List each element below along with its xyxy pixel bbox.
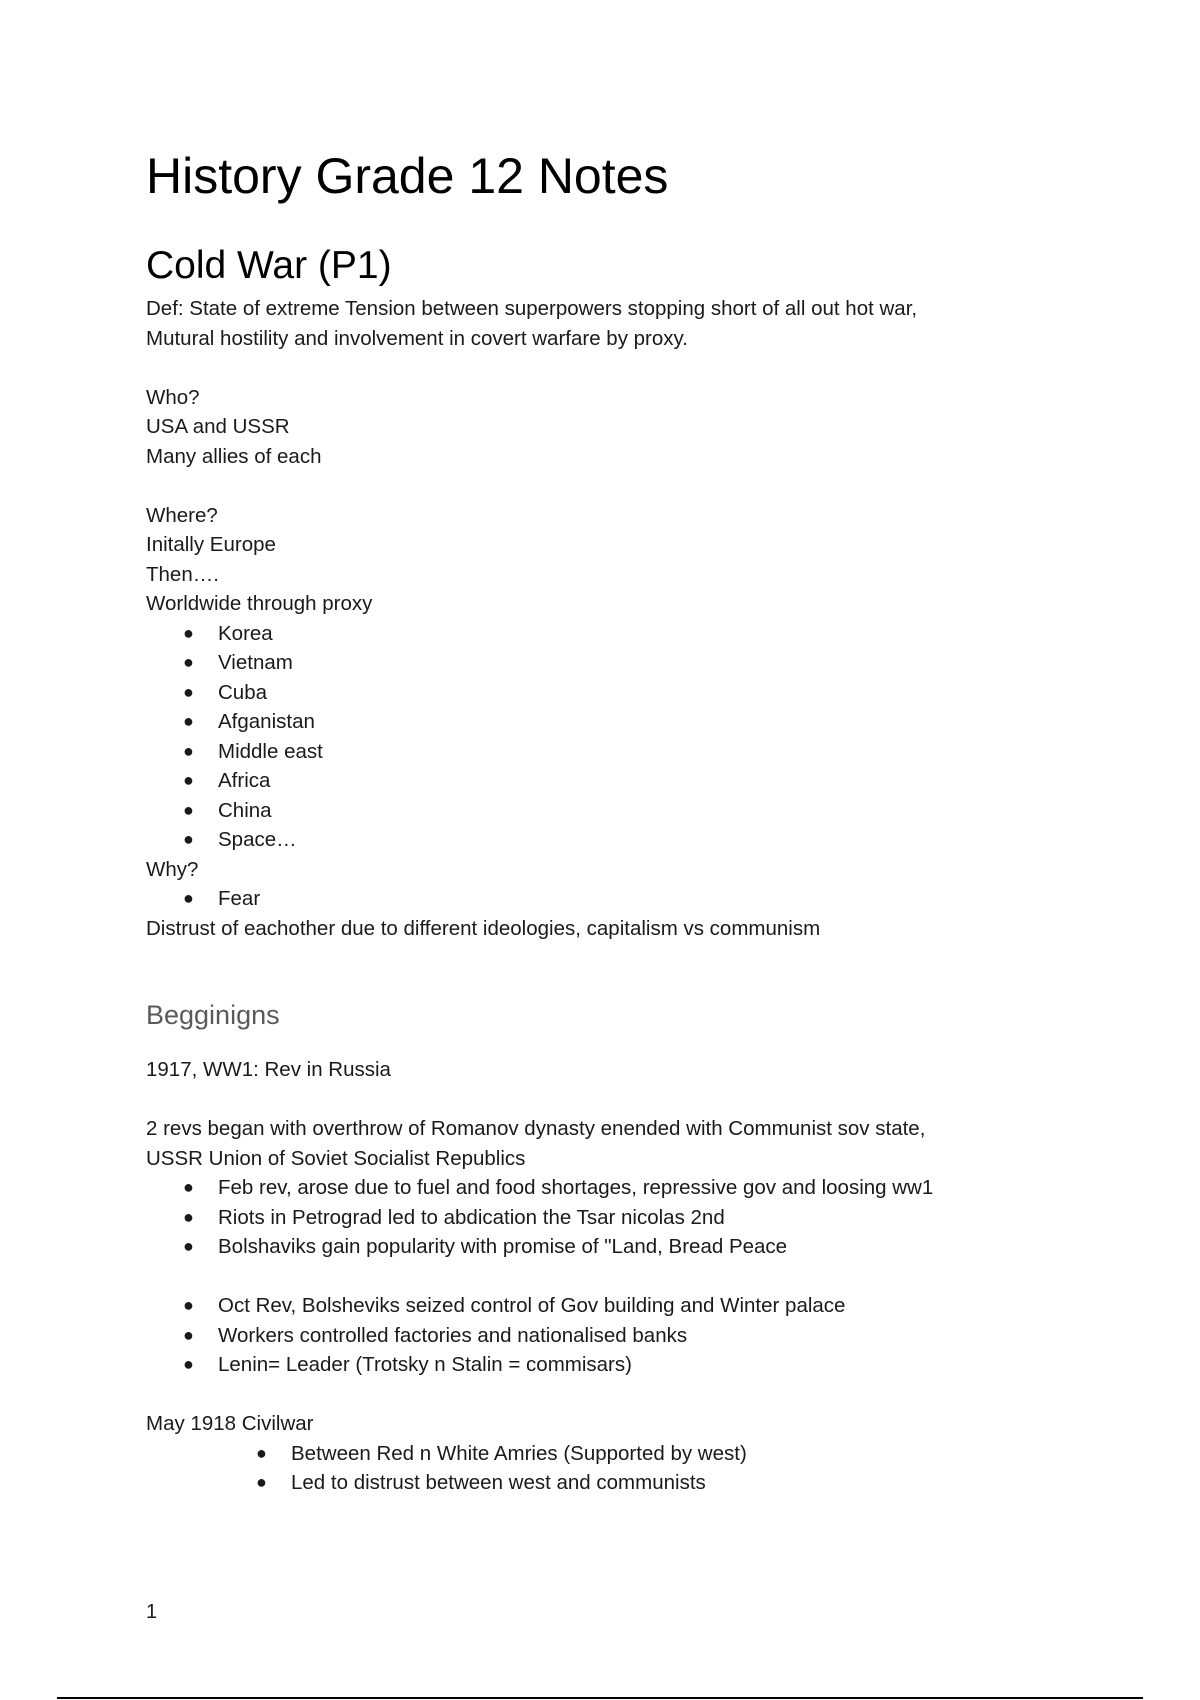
list-item-text: Oct Rev, Bolsheviks seized control of Gov building and Winter palace [218,1294,846,1317]
list-item [146,1232,1046,1262]
spacer [146,1262,1046,1292]
bullet-icon: ● [183,711,194,731]
list-item [146,766,1046,796]
revolutions-line: USSR Union of Soviet Socialist Republics [146,1146,526,1170]
where-line: Worldwide through proxy [146,592,373,615]
civil-war-line: May 1918 Civilwar [146,1412,314,1435]
bullet-icon: ● [256,1442,267,1463]
who-question: Who? [146,385,200,409]
revolutions-line: 2 revs began with overthrow of Romanov dynasty enended with Communist sov state, [146,1117,926,1140]
list-item-text: Workers controlled factories and nationalised banks [218,1323,688,1347]
list-item-text: Vietnam [218,651,293,674]
bullet-icon: ● [183,1295,194,1315]
why-line: Distrust of eachother due to different ideologies, capitalism vs communism [146,916,821,940]
bullet-icon: ● [183,799,194,820]
list-item-text: Middle east [218,739,323,763]
list-item [146,707,1046,737]
list-item-text: Korea [218,621,273,645]
list-item-text: Between Red n White Amries (Supported by west) [291,1441,747,1465]
page-number: 1 [146,1601,158,1623]
list-item-text: China [218,798,272,822]
bullet-icon: ● [183,770,194,790]
list-item [146,884,1046,914]
document-title: History Grade 12 Notes [146,148,669,204]
bullet-icon: ● [183,1177,194,1197]
list-item [146,825,1046,855]
list-item [146,1468,1046,1498]
where-line: Then…. [146,562,219,586]
list-item-text: Space… [218,828,297,851]
bullet-icon: ● [183,888,194,908]
list-item [146,1291,1046,1321]
list-item [146,678,1046,708]
spacer [146,1085,1046,1115]
oct-revolution-list [146,1291,1046,1380]
list-item [146,619,1046,649]
bullet-icon: ● [183,829,194,849]
bullet-icon: ● [183,740,194,761]
spacer [146,471,1046,501]
bullet-icon: ● [256,1472,267,1492]
spacer [146,1380,1046,1410]
list-item [146,796,1046,826]
list-item [146,1321,1046,1351]
where-question: Where? [146,503,218,527]
who-line: Many allies of each [146,444,322,468]
bullet-icon: ● [183,1236,194,1256]
page-bottom-rule [57,1697,1143,1699]
bullet-icon: ● [183,1354,194,1374]
list-item-text: Fear [218,887,261,910]
why-list [146,884,1046,914]
spacer [146,943,1046,995]
event-line: 1917, WW1: Rev in Russia [146,1058,391,1081]
definition-line: Mutural hostility and involvement in covert warfare by proxy. [146,326,688,350]
list-item [146,1439,1046,1469]
feb-revolution-list [146,1173,1046,1262]
bullet-icon: ● [183,652,194,672]
bullet-icon: ● [183,681,194,702]
places-list [146,619,1046,855]
list-item-text: Riots in Petrograd led to abdication the Tsar nicolas 2nd [218,1205,725,1229]
list-item-text: Led to distrust between west and communists [291,1471,706,1494]
subsection-heading-beginnings: Begginigns [146,1000,280,1030]
section-heading-cold-war: Cold War (P1) [146,244,392,287]
spacer [146,353,1046,383]
bullet-icon: ● [183,1206,194,1227]
list-item-text: Feb rev, arose due to fuel and food shortages, repressive gov and loosing ww1 [218,1176,934,1199]
definition-line: Def: State of extreme Tension between superpowers stopping short of all out hot war, [146,297,918,320]
who-line: USA and USSR [146,415,290,438]
list-item [146,648,1046,678]
list-item [146,1173,1046,1203]
list-item [146,737,1046,767]
list-item-text: Bolshaviks gain popularity with promise of "Land, Bread Peace [218,1235,788,1258]
list-item [146,1350,1046,1380]
why-question: Why? [146,857,199,881]
where-line: Initally Europe [146,533,276,556]
document-content [146,140,1046,1498]
list-item-text: Africa [218,769,271,792]
list-item-text: Lenin= Leader (Trotsky n Stalin = commisars) [218,1353,632,1376]
bullet-icon: ● [183,1324,194,1345]
spacer [146,1035,1046,1055]
bullet-icon: ● [183,622,194,643]
list-item [146,1203,1046,1233]
list-item-text: Cuba [218,680,268,704]
list-item-text: Afganistan [218,710,315,733]
civil-war-list [146,1439,1046,1498]
